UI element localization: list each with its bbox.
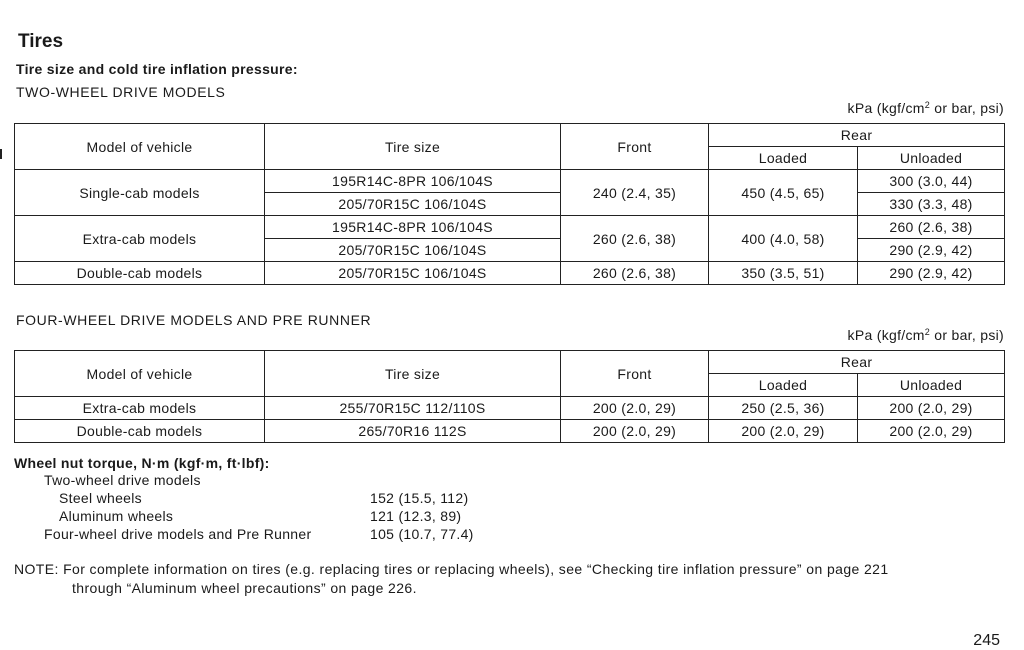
loaded-cell: 450 (4.5, 65) <box>709 170 858 216</box>
margin-mark <box>0 149 2 159</box>
unloaded-cell: 260 (2.6, 38) <box>858 216 1005 239</box>
page-number: 245 <box>973 632 1000 649</box>
header-unloaded: Unloaded <box>858 374 1005 397</box>
torque-value: 152 (15.5, 112) <box>370 490 469 506</box>
table-row <box>15 216 1005 239</box>
unloaded-cell: 330 (3.3, 48) <box>858 193 1005 216</box>
table-row <box>15 397 1005 420</box>
model-cell: Extra-cab models <box>15 397 265 420</box>
torque-value: 121 (12.3, 89) <box>370 508 462 524</box>
note-line-1: NOTE: For complete information on tires (e.g. replacing tires or replacing wheels), see “Checking tire inflation pressure” on page 221 <box>14 561 889 577</box>
header-front: Front <box>561 124 709 170</box>
table-row <box>15 420 1005 443</box>
four-wd-tire-table <box>14 350 1005 443</box>
torque-value: 105 (10.7, 77.4) <box>370 526 474 542</box>
tire-size-cell: 255/70R15C 112/110S <box>265 397 561 420</box>
tire-size-cell: 205/70R15C 106/104S <box>265 239 561 262</box>
torque-label: Four-wheel drive models and Pre Runner <box>44 526 312 542</box>
four-wd-section-title: FOUR-WHEEL DRIVE MODELS AND PRE RUNNER <box>16 312 372 328</box>
model-cell: Double-cab models <box>15 420 265 443</box>
tire-size-cell: 205/70R15C 106/104S <box>265 193 561 216</box>
unloaded-cell: 200 (2.0, 29) <box>858 420 1005 443</box>
unloaded-cell: 200 (2.0, 29) <box>858 397 1005 420</box>
loaded-cell: 350 (3.5, 51) <box>709 262 858 285</box>
model-cell: Double-cab models <box>15 262 265 285</box>
torque-label: Two-wheel drive models <box>44 472 201 488</box>
unloaded-cell: 300 (3.0, 44) <box>858 170 1005 193</box>
header-unloaded: Unloaded <box>858 147 1005 170</box>
torque-label: Aluminum wheels <box>59 508 174 524</box>
loaded-cell: 200 (2.0, 29) <box>709 420 858 443</box>
model-cell: Single-cab models <box>15 170 265 216</box>
front-cell: 240 (2.4, 35) <box>561 170 709 216</box>
header-loaded: Loaded <box>709 374 858 397</box>
model-cell: Extra-cab models <box>15 216 265 262</box>
torque-label: Steel wheels <box>59 490 142 506</box>
front-cell: 260 (2.6, 38) <box>561 262 709 285</box>
front-cell: 200 (2.0, 29) <box>561 420 709 443</box>
header-front: Front <box>561 351 709 397</box>
table-row <box>15 262 1005 285</box>
page-title: Tires <box>18 31 64 52</box>
unloaded-cell: 290 (2.9, 42) <box>858 262 1005 285</box>
note-line-2: through “Aluminum wheel precautions” on page 226. <box>72 580 417 596</box>
header-model: Model of vehicle <box>15 351 265 397</box>
header-tire-size: Tire size <box>265 351 561 397</box>
tire-size-cell: 195R14C-8PR 106/104S <box>265 170 561 193</box>
header-rear: Rear <box>709 351 1005 374</box>
header-rear: Rear <box>709 124 1005 147</box>
torque-title: Wheel nut torque, N·m (kgf·m, ft·lbf): <box>14 455 270 471</box>
four-wd-unit-label: kPa ($kgf/cm^2$ or bar, psi) <box>847 327 1004 343</box>
two-wd-unit-label: kPa ($kgf/cm^2$ or bar, psi) <box>847 100 1004 116</box>
loaded-cell: 400 (4.0, 58) <box>709 216 858 262</box>
loaded-cell: 250 (2.5, 36) <box>709 397 858 420</box>
tire-size-cell: 205/70R15C 106/104S <box>265 262 561 285</box>
note <box>14 560 1014 598</box>
two-wd-tire-table <box>14 123 1005 285</box>
two-wd-section-title: TWO-WHEEL DRIVE MODELS <box>16 84 226 100</box>
front-cell: 200 (2.0, 29) <box>561 397 709 420</box>
table-row <box>15 170 1005 193</box>
tire-size-cell: 265/70R16 112S <box>265 420 561 443</box>
header-tire-size: Tire size <box>265 124 561 170</box>
unloaded-cell: 290 (2.9, 42) <box>858 239 1005 262</box>
header-loaded: Loaded <box>709 147 858 170</box>
tire-size-cell: 195R14C-8PR 106/104S <box>265 216 561 239</box>
header-model: Model of vehicle <box>15 124 265 170</box>
front-cell: 260 (2.6, 38) <box>561 216 709 262</box>
subheading: Tire size and cold tire inflation pressure: <box>16 61 298 77</box>
